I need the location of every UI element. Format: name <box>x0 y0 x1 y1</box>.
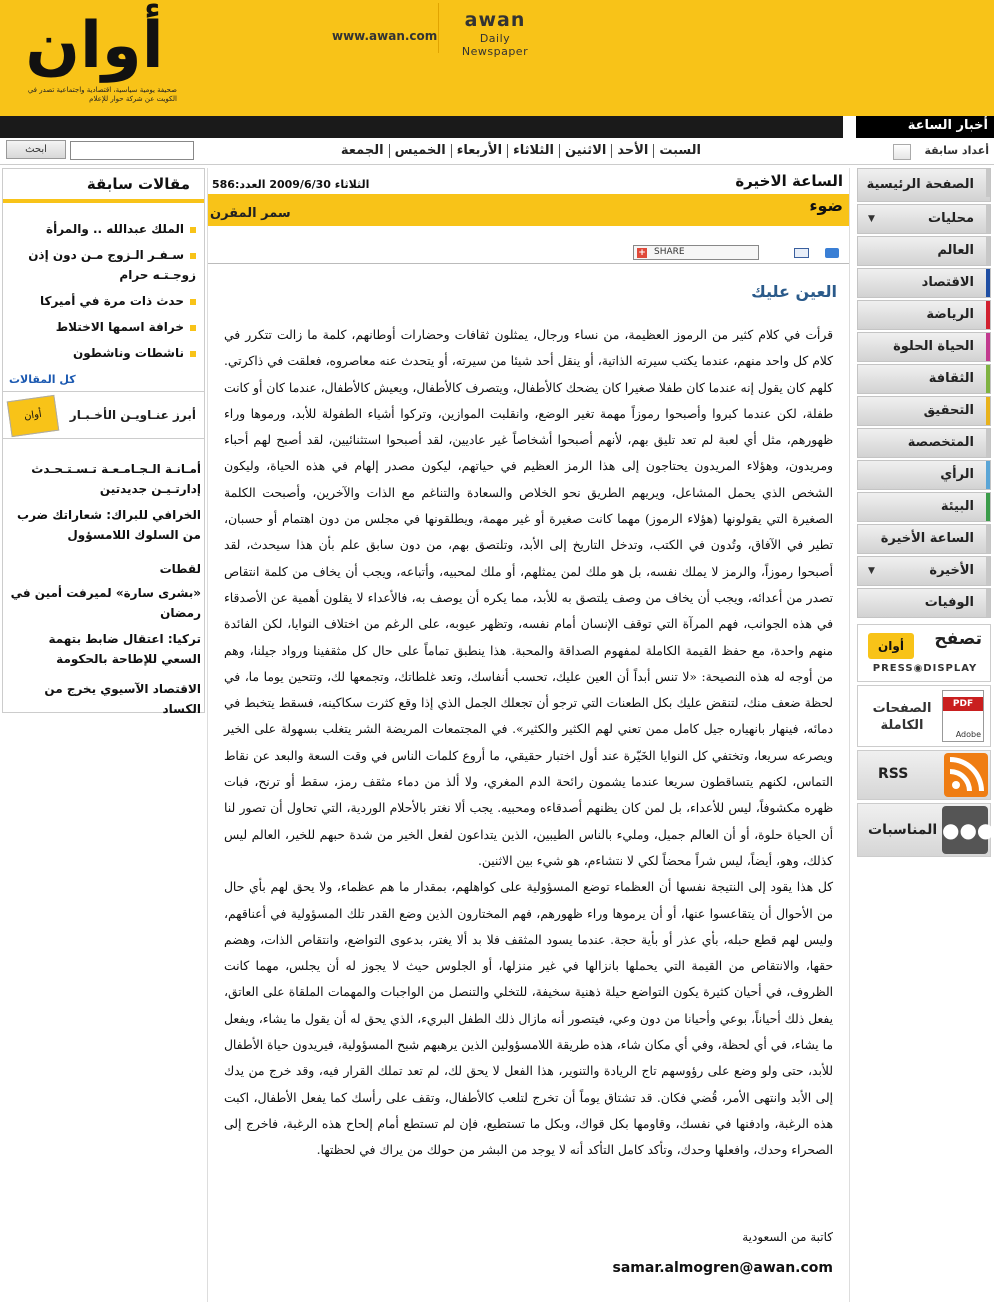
pressdisplay-brand: PRESS◉DISPLAY <box>872 663 978 674</box>
nav-item-label: الثقافة <box>928 371 974 386</box>
nav-color-edge <box>986 301 990 329</box>
pressdisplay-logo-icon: أوان <box>868 633 914 659</box>
search-input[interactable] <box>70 141 194 160</box>
nav-color-edge <box>986 557 990 585</box>
headlines-header[interactable] <box>3 391 204 439</box>
nav-color-edge <box>986 525 990 553</box>
author-email[interactable]: samar.almogren@awan.com <box>612 1260 833 1276</box>
day-tab[interactable]: السبت <box>653 144 706 158</box>
archive-link[interactable] <box>893 144 989 162</box>
nav-item[interactable] <box>857 556 991 586</box>
section-navigation <box>857 168 991 620</box>
events-label: المناسبات <box>868 822 938 838</box>
breaking-accent <box>843 116 857 138</box>
nav-item[interactable] <box>857 460 991 490</box>
headline-link[interactable]: الاقتصاد الآسيوي يخرج من الكساد <box>44 682 201 716</box>
previous-article-title: سـفـر الـزوج مـن دون إذن زوجـتـه حرام <box>28 248 196 282</box>
article-title: العين عليك <box>751 282 837 301</box>
nav-item-label: محليات <box>928 211 974 226</box>
breaking-news-bar <box>0 116 994 138</box>
headline-link[interactable]: «بشرى سارة» لميرفت أمين في رمضان <box>10 586 201 620</box>
day-tabs <box>340 143 706 161</box>
nav-color-edge <box>986 397 990 425</box>
brand-subtitle: Daily Newspaper <box>461 32 529 58</box>
rss-promo[interactable] <box>857 750 991 800</box>
events-promo[interactable] <box>857 803 994 857</box>
chevron-down-icon[interactable]: ▼ <box>868 214 875 224</box>
people-icon: ●●● <box>942 806 988 854</box>
nav-item-label: الرأي <box>940 467 974 482</box>
search-button[interactable]: ابحث <box>6 140 66 159</box>
nav-item[interactable] <box>857 204 991 234</box>
pdf-icon-band: PDF <box>943 697 983 711</box>
bullet-icon <box>190 227 196 233</box>
nav-item-label: البيئة <box>940 499 974 514</box>
nav-item-label: الحياة الحلوة <box>893 339 974 354</box>
site-url[interactable]: www.awan.com <box>332 29 438 43</box>
brand-name: awan <box>464 9 526 31</box>
bullet-icon <box>190 253 196 259</box>
author-name[interactable]: سمر المقرن <box>210 206 291 221</box>
article-paragraph: قرأت في كلام كثير من الرموز العظيمة، من نساء ورجال، يمثلون ثقافات وحضارات أوطانهم، كلمة ما زالت تتكرر في كلام كل واحد منهم، عندما يكتب سيرته الذاتية، أو ينقل أحد شيئا من سيرته، أو يتحدث عنه معاصروه، فعلقت في ذاكرتي. كلهم كان يقول إنه عندما كان طفلا صغيرا كان يضحك كالأطفال، ويتصرف كالأطفال، ويعيش كالأطفال، عندما كان أو كانت طفلة، لكن عندما كبروا وأصبحوا رموزاً مهمة تغير الوضع، وانقلبت الموازين، وتركوا أشياء الطفولة للأبد، ورموها وراء ظهورهم، مثل أي لعبة لم تعد تليق بهم، لأنهم أصبحوا أشخاصاً غير عاديين، لقد أصبحوا استثنائيين، لقد أصبح لهم أحباء ومريدون، وهؤلاء المريدون يحتاجون إلى هذا الرمز العظيم في حياتهم، ليكون مصدر إلهام في هذه الحياة، وليكون الشخص الذي يحمل المشاعل، ويريهم الطريق نحو الخلاص والسعادة والتناغم مع الذات والآخرين، وأصبحت الكلمة الصغيرة التي يقولونها (هؤلاء الرموز) مهما كانت صغيرة أو غير مهمة، ويطلقونها في مجلس من دون اهتمام أو حسبان، تطير في الآفاق، وتُدون في الكتب، وتدخل التاريخ إلى الأبد، وتلتصق بهم، من دون سابق علم بأن هذا سيحدث، لقد أصبحوا رموزاً، والرمز لا يملك نفسه، بل هو ملك لمن يمثلهم، أو ملك لمحبيه، وأتباعه، ويجب أن يخاف من كلمة انتقاص تصدر من أعدائه، ويجب أن يخاف من وصف يلتصق به للأبد، مما يكره أن يوصف به، فالأعداء لا يقلون أهمية عن الأصدقاء في هذه الجوانب، فهم المرآة التي توقف الإنسان أمام نفسه، وتظهر عيوبه، على الرغم من اختلاف النوايا، لكن الفائدة منهم واحدة، مع حفظ القيمة الكاملة لمفهوم الصداقة والمحبة. هذا ينطبق تماماً على حال كل مثقفينا ورواد جيلنا، وهم من أوجه له هذه النصيحة: «لا تنس أبداً أن العين عليك، تحسب أنفاسك، وتعد غلطاتك، وتجمعها لك، وتتحين يوما ما، في لحظة ضعف منك، لتنقض عليك بكل الطعنات التي ترجو أن تجعلك الجمل الذي إذا وقع كثرت سكاكينه، فسقط يتخبط في دمائه، فينهار بانهياره جيل كامل ممن تعني لهم الكثير والكثير». في المجتمعات المريضة الشر يتغلب بسهولة على الخير ويصرعه سريعا، وتختفي كل النوايا الخَيّرة عند أول اختبار حقيقي، ما أروع كلمات الناس في وقت السعة والبعد عن نقاط التماس، لكنهم يتساقطون سريعا عندما يشمون رائحة الدم المغري، ولا ألذ من دماء مثقف رمز، سقط أو ترنح، فبات ظهره مكشوفاً، ليس للأعداء، بل لمن كان يظنهم أصدقاءه ومحبيه. يجب ألا نغتر بالأحلام الوردية، التي تحاول أن تصور لنا أن الحياة حلوة، أو أن العالم جميل، ومليء بالناس الطيبين، الذين يتداعون لفعل الخير من شدة حبهم للخير، العالم ليس كذلك، وهو، أيضاً، ليس شراً محضاً لكي لا نتشاءم، هو شيء بين الاثنين. <box>224 328 833 868</box>
nav-item-label: الرياضة <box>926 307 974 322</box>
nav-color-edge <box>986 169 990 197</box>
day-tab[interactable]: الأحد <box>611 144 653 158</box>
share-label: SHARE <box>654 247 685 257</box>
nav-item-label: المتخصصة <box>907 435 974 450</box>
previous-article-link[interactable] <box>6 343 196 363</box>
nav-item-label: التحقيق <box>923 403 974 418</box>
nav-item[interactable] <box>857 300 991 330</box>
article-main <box>207 168 850 1302</box>
previous-article-link[interactable] <box>6 291 196 311</box>
adobe-label: Adobe <box>955 730 981 739</box>
plus-icon: + <box>638 248 646 258</box>
nav-item-label: العالم <box>937 243 974 258</box>
pdf-pages-label: الصفحات الكاملة <box>872 701 932 733</box>
nav-color-edge <box>986 269 990 297</box>
nav-color-edge <box>986 205 990 233</box>
section-title: الساعة الاخيرة <box>735 172 843 190</box>
nav-color-edge <box>986 333 990 361</box>
previous-article-link[interactable] <box>6 219 196 239</box>
column-bar <box>208 194 849 226</box>
nav-color-edge <box>986 365 990 393</box>
article-body <box>224 322 833 1164</box>
rss-icon <box>944 753 988 797</box>
headline-link[interactable]: الخرافي للبراك: شعاراتك ضرب من السلوك اللامسؤول <box>17 508 201 542</box>
nav-item-label: الساعة الأخيرة <box>880 531 974 546</box>
logo-tagline: صحيفة يومية سياسية، اقتصادية واجتماعية تصدر في الكويت عن شركة حوار للإعلام <box>27 86 177 103</box>
previous-article-title: خرافة اسمها الاختلاط <box>55 320 184 334</box>
previous-articles-title: مقالات سابقة <box>86 175 190 193</box>
rss-label: RSS <box>878 766 909 782</box>
nav-item[interactable] <box>857 396 991 426</box>
logo-wordmark: أوان <box>25 9 164 83</box>
nav-item-label: الصفحة الرئيسية <box>866 177 974 192</box>
article-paragraph: كل هذا يقود إلى النتيجة نفسها أن العظماء توضع المسؤولية على كواهلهم، بمقدار ما هم عظماء، ولا يحق لهم بأي حال من الأحوال أن يتقاعسوا عنها، أو أن يرموها وراء ظهورهم، فهم المختارون الذين وضع القدر تلك المسؤولية في أعناقهم، وليس لهم قطع حبله، بأي عذر أو بأية حجة. عندما يسود المثقف فلا بد ألا يغتر، بدعوى التواضع، وانتقاص الذات، وهضم حقها، والانتقاص من القيمة التي يحملها بانزالها في غير منزلها، أو الجلوس حيث لا يجوز له أن يجلس، مهما كانت الظروف، في أحيان كثيرة يكون التواضع حيلة ذهنية سخيفة، للتخلي والتنصل من الواجبات والمهمات الملقاة على العاتق، يفعل ذلك أحياناً، بوعي وأحيانا من دون وعي، فيتصور أنه مازال ذلك الطفل البريء، الذي يحق له أن يقول ما يشاء، ويفعل ما يشاء، في أي لحظة، وفي أي مكان شاء، هذه طريقة اللامسؤولين الذين يرهبهم شبح المسؤولية، فيريدون حياة الأطفال للأبد، حتى ولو وضع على رؤوسهم تاج الريادة والتنوير، هذا الفعل لا يحق لك، لم تعد تملك القرار فيه، وقد خرج من يدك إلى الأبد وانتهى الأمر، قُضي فكان. قد تشتاق يوماً أن تخرج لتلعب كالأطفال، وتقف على رأسك كما يفعل الأطفال، اكبت هذه الرغبة، وادفنها في نفسك، وقاومها بكل قواك، وبكل ما تستطيع، فإن لم تستطع أمام إلحاح هذه الرغبة، فاخرج إلى الصحراء وحدك، وافعلها وحدك، وتأكد كامل التأكد أنه لا يوجد من البشر من حولك من يراك في لحظتها. <box>224 880 833 1158</box>
pressdisplay-label: تصفح <box>934 629 982 649</box>
calendar-icon[interactable] <box>893 144 911 160</box>
headline-link[interactable]: أمـانـة الـجـامـعـة تـسـتـحـدث إدارتـيـن جديدتين <box>31 462 201 496</box>
nav-color-edge <box>986 461 990 489</box>
previous-article-title: حدث ذات مرة في أميركا <box>39 294 184 308</box>
promo-column <box>857 624 994 860</box>
previous-article-title: الملك عبدالله .. والمرأة <box>46 222 184 236</box>
awan-logo[interactable] <box>12 6 177 110</box>
nav-color-edge <box>986 237 990 265</box>
bullet-icon <box>190 351 196 357</box>
chevron-down-icon[interactable]: ▼ <box>868 566 875 576</box>
author-signature: كاتبة من السعودية <box>742 1230 833 1244</box>
article-tools <box>208 240 849 264</box>
nav-item[interactable] <box>857 332 991 362</box>
day-tab[interactable]: الأربعاء <box>451 144 507 158</box>
previous-article-link[interactable] <box>6 317 196 337</box>
issue-date: الثلاثاء 2009/6/30 العدد:586 <box>212 178 370 191</box>
nav-color-edge <box>986 589 990 617</box>
nav-color-edge <box>986 429 990 457</box>
nav-item[interactable] <box>857 268 991 298</box>
nav-item[interactable] <box>857 168 991 202</box>
headline-link[interactable]: تركيا: اعتقال ضابط بتهمة السعي للإطاحة بالحكومة <box>48 632 201 666</box>
nav-item-label: الوفيات <box>924 595 974 610</box>
column-name: ضوء <box>809 196 843 215</box>
nav-color-edge <box>986 493 990 521</box>
email-icon[interactable] <box>794 248 809 258</box>
pdf-icon <box>942 690 984 742</box>
newspaper-icon: أوان <box>7 395 60 437</box>
nav-item[interactable] <box>857 492 991 522</box>
left-sidebar <box>2 168 205 716</box>
share-button[interactable] <box>633 245 759 260</box>
breaking-news-label[interactable]: أخبار الساعة <box>907 118 988 133</box>
comment-icon[interactable] <box>825 248 839 258</box>
archive-label: أعداد سابقة <box>924 144 989 157</box>
all-articles-link[interactable]: كل المقالات <box>9 373 76 386</box>
nav-item[interactable] <box>857 364 991 394</box>
sidebar-divider <box>3 199 204 203</box>
pdf-pages-promo[interactable] <box>857 685 991 747</box>
headline-link[interactable]: لقطات <box>159 562 201 576</box>
nav-item[interactable] <box>857 524 991 554</box>
day-tab[interactable]: الثلاثاء <box>507 144 559 158</box>
nav-item-label: الاقتصاد <box>921 275 974 290</box>
nav-item[interactable] <box>857 588 991 618</box>
day-tab[interactable]: الجمعة <box>340 143 384 158</box>
day-tab[interactable]: الخميس <box>389 144 451 158</box>
headlines-label: أبرز عنـاويـن الأخـبـار <box>69 408 196 422</box>
bullet-icon <box>190 325 196 331</box>
day-tab[interactable]: الاثنين <box>559 144 611 158</box>
brand-block <box>438 3 546 58</box>
nav-item-label: الأخيرة <box>929 563 974 578</box>
site-header <box>0 0 994 116</box>
previous-article-link[interactable] <box>6 245 196 285</box>
pressdisplay-promo[interactable] <box>857 624 991 682</box>
nav-item[interactable] <box>857 428 991 458</box>
bullet-icon <box>190 299 196 305</box>
nav-item[interactable] <box>857 236 991 266</box>
previous-article-title: ناشطات وناشطون <box>73 346 184 360</box>
